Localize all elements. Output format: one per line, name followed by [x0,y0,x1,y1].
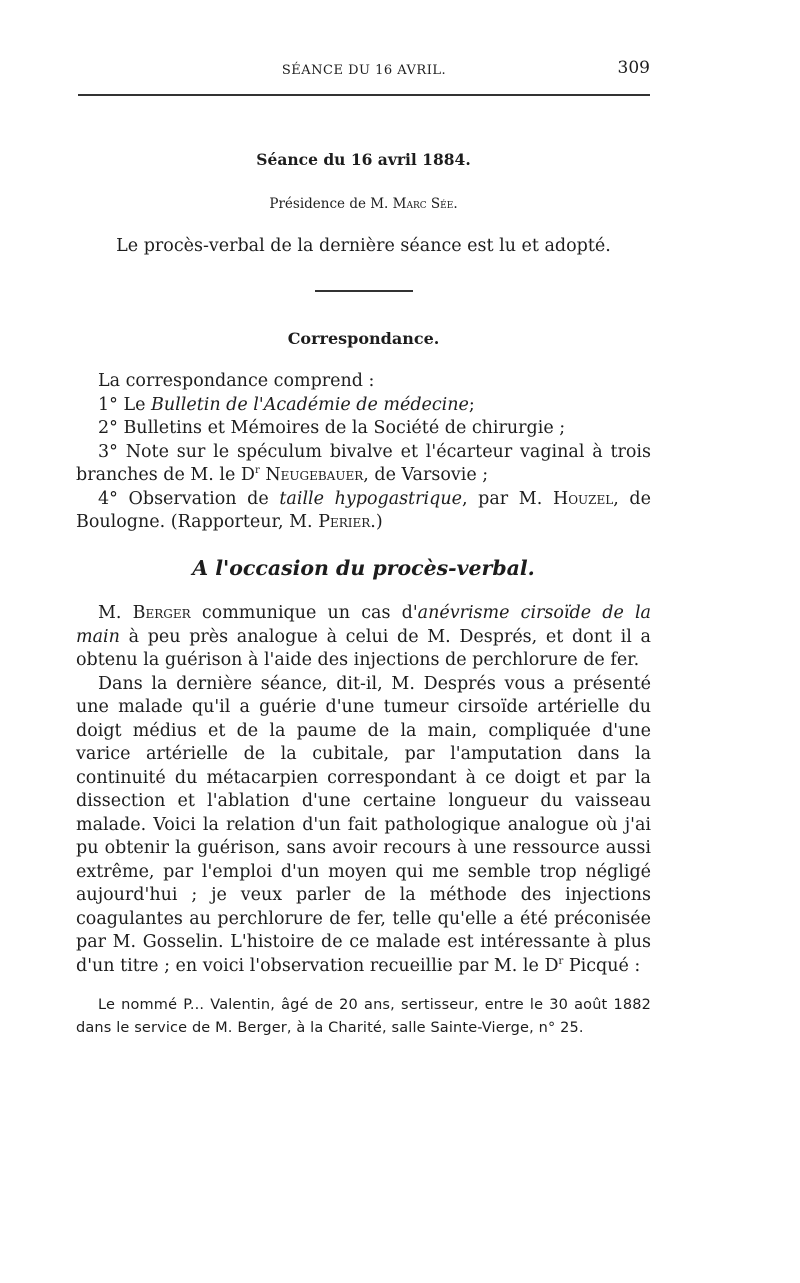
rapporteur-name: Perier [318,512,371,532]
correspondence-title: Correspondance. [287,328,440,348]
header-rule [78,94,650,96]
paragraph-body: à peu près analogue à celui de M. Després, et dont il a obtenu la guérison à l'aide des injections de perchlorure de fer. [76,626,651,670]
proces-verbal-heading: A l'occasion du procès-verbal. [192,555,535,580]
minutes-statement: Le procès-verbal de la dernière séance est lu et adopté. [116,236,611,256]
item-prefix: Le [123,394,146,415]
doctor-superscript: r [254,465,260,477]
item-3-location: , de Varsovie ; [363,465,489,485]
correspondence-item-4 [76,488,651,535]
president-name: Marc Sée. [392,195,458,212]
item-4-middle: , par M. [461,488,543,509]
item-3-text: 3° Note sur le spéculum bivalve et l'écarteur vaginal à trois branches de M. le D [76,441,651,485]
item-4-prefix: 4° Observation de [98,488,269,509]
correspondence-item-3 [76,441,651,488]
case-observation-note: Le nommé P... Valentin, âgé de 20 ans, sertisseur, entre le 30 août 1882 dans le service de M. Berger, à la Charité, salle Sainte-Vierge, n° 25. [76,997,651,1036]
correspondence-intro: La correspondance comprend : [98,371,375,391]
presidency-line [76,193,651,217]
paragraph-prefix: M. [98,603,122,623]
berger-introduction-paragraph [76,602,651,673]
paragraph-middle: communique un cas d' [201,603,418,623]
page-number: 309 [617,58,650,78]
correspondence-item-2: 2° Bulletins et Mémoires de la Société de chirurgie ; [98,418,566,438]
page-header [78,58,650,82]
case-discussion: Dans la dernière séance, dit-il, M. Després vous a présenté une malade qu'il a guérie d'une tumeur cirsoïde artérielle du doigt médius et de la paume de la main, compliquée d'une varice artérielle de la cubitale, par l'amputation dans la continuité du métacarpien correspondant à ce doigt et par la dissection et l'ablation d'une certaine longueur du vaisseau malade. Voici la relation d'un fait pathologique analogue où j'ai pu obtenir la guérison, sans avoir recours à une ressource aussi extrême, par l'emploi d'un moyen qui me semble trop négligé aujourd'hui ; je veux parler de la méthode des injections coagulantes au perchlorure de fer, telle qu'elle a été préconisée par M. Gosselin. L'histoire de ce malade est intéressante à plus d'un titre ; en voici l'observation recueillie par M. le D [76,673,651,976]
item-number: 1° [98,394,118,415]
correspondence-item-1 [76,394,651,418]
doctor-superscript: r [558,955,564,967]
session-title: Séance du 16 avril 1884. [256,150,471,169]
observation-title: taille hypogastrique [279,488,462,509]
author-houzel: Houzel [552,488,614,509]
aneurysm-title: anévrisme cirsoïde de la main [76,603,651,647]
berger-case-paragraph [76,673,651,979]
bulletin-title: Bulletin de l'Académie de médecine [151,394,469,415]
section-divider [315,290,413,292]
item-suffix: ; [468,394,475,415]
speaker-berger: Berger [132,603,191,623]
presidency-prefix: Présidence de M. [269,195,389,212]
observer-name: Picqué : [568,955,641,976]
item-4-end: .) [370,512,383,532]
item-4-location: , de Boulogne. (Rapporteur, M. [76,488,651,532]
author-neugebauer: Neugebauer [265,465,364,485]
article-body [76,148,651,1040]
running-title: SÉANCE DU 16 AVRIL. [281,63,447,78]
